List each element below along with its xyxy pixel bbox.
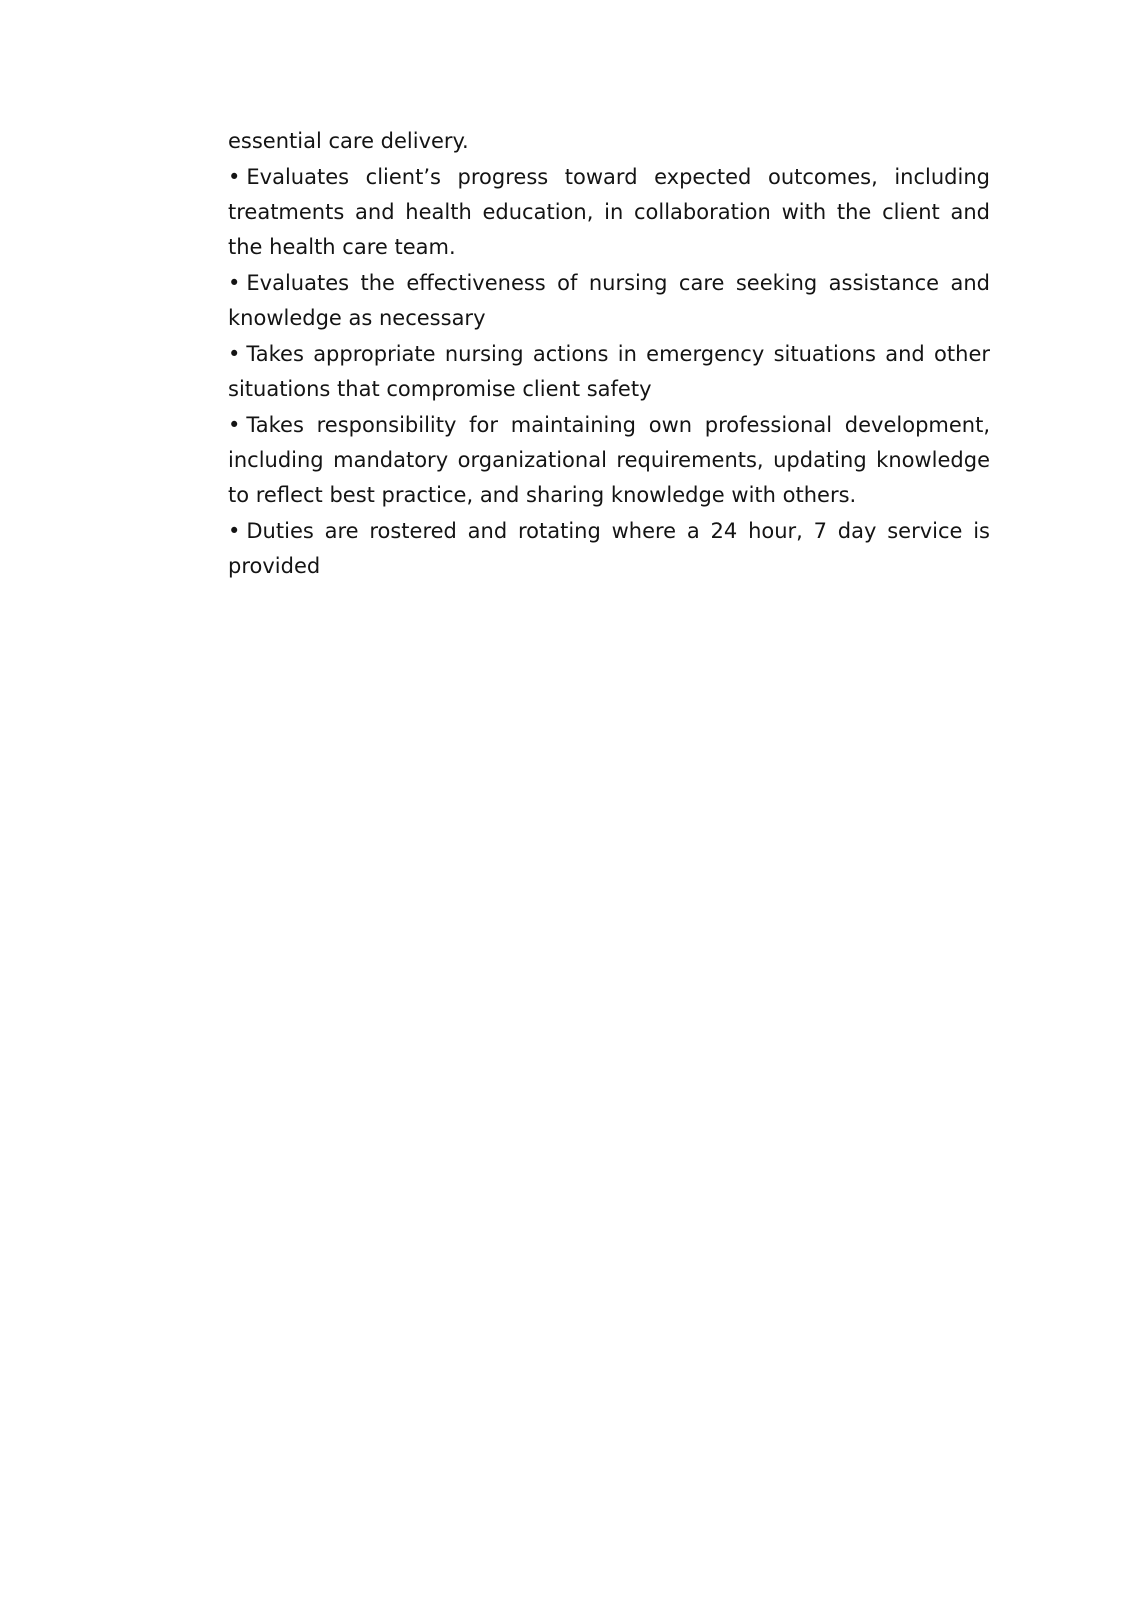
bullet-icon: • — [228, 342, 241, 366]
lead-paragraph: essential care delivery. — [228, 129, 469, 153]
list-item-text: Evaluates client’s progress toward expected outcomes, including treatments and health education, in collaboration with the client and the health care team. — [228, 165, 990, 259]
list-item — [228, 337, 990, 407]
bullet-icon: • — [228, 413, 241, 437]
bullet-icon: • — [228, 271, 241, 295]
list-item — [228, 408, 990, 513]
list-item — [228, 514, 990, 584]
bullet-icon: • — [228, 165, 241, 189]
bullet-icon: • — [228, 519, 241, 543]
list-item-text: Duties are rostered and rotating where a 24 hour, 7 day service is provided — [228, 519, 990, 578]
list-item — [228, 160, 990, 265]
page-body — [228, 124, 990, 585]
list-item-text: Takes appropriate nursing actions in emergency situations and other situations that compromise client safety — [228, 342, 990, 401]
list-item-text: Takes responsibility for maintaining own professional development, including mandatory organizational requirements, updating knowledge to reflect best practice, and sharing knowledge with others. — [228, 413, 990, 507]
list-item — [228, 266, 990, 336]
list-item-text: Evaluates the effectiveness of nursing care seeking assistance and knowledge as necessary — [228, 271, 990, 330]
